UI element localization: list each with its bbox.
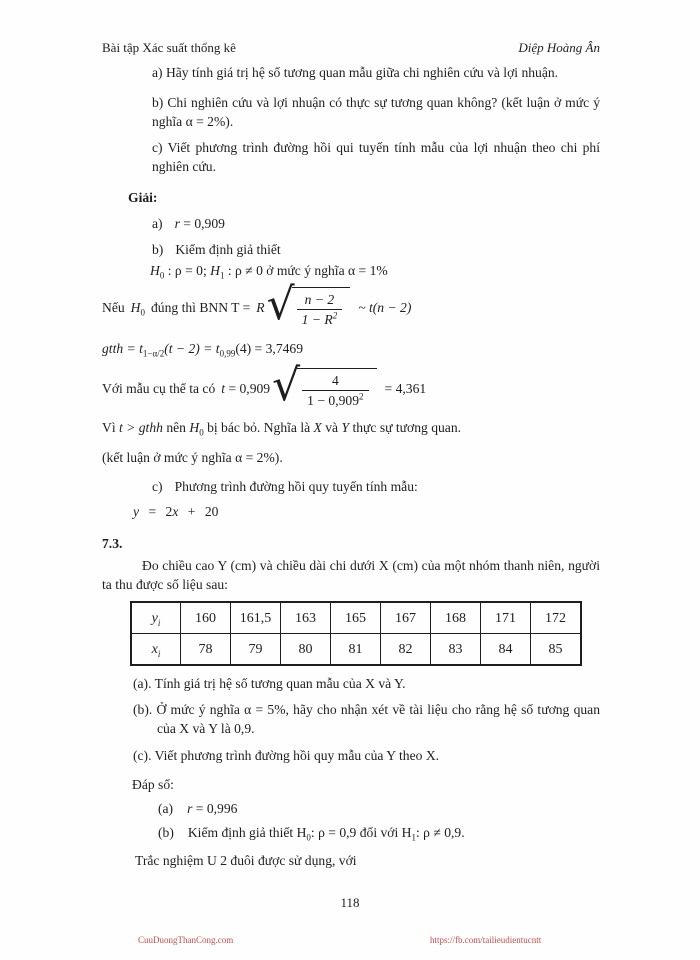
row-label-y: $y_i$: [131, 602, 181, 634]
fraction: [297, 291, 343, 328]
table-cell: 84: [481, 634, 531, 666]
radicand: [297, 368, 376, 409]
math-comparison: t > gthh: [119, 420, 163, 435]
item-label: (b): [158, 825, 174, 840]
math-var-y: y: [133, 504, 140, 519]
subscript: 0: [159, 270, 165, 281]
problem-7-2-item-a: a) Hãy tính giá trị hệ số tương quan mẫu giữa chi nghiên cứu và lợi nhuận.: [152, 65, 559, 80]
math-H0: H: [150, 263, 160, 278]
math-H1: H: [210, 263, 220, 278]
table-cell: 85: [531, 634, 582, 666]
solution-item-a: [102, 214, 600, 233]
text: nên: [162, 420, 190, 435]
hypothesis-h0: : ρ = 0;: [164, 263, 211, 278]
math-H0: H: [189, 420, 200, 435]
math-var-R: R: [256, 300, 265, 315]
radical-expression: [266, 279, 351, 330]
significance-level: ở mức ý nghĩa α = 1%: [266, 263, 388, 278]
problem-7-3-item-c: (c). Viết phương trình đường hồi quy mẫu của Y theo X.: [133, 748, 440, 763]
text: bị bác bỏ. Nghĩa là: [203, 420, 314, 435]
hypothesis-text: Kiểm định giả thiết H: [187, 825, 307, 840]
solution-heading: Giải:: [128, 190, 158, 205]
item-label: a): [152, 216, 163, 231]
answer-item-b: [102, 823, 600, 842]
math-var-Y: Y: [341, 420, 350, 435]
item-label: b): [152, 242, 164, 257]
table-cell: 80: [281, 634, 331, 666]
problem-7-2-item-c: c) Viết phương trình đường hồi qui tuyến tính mẫu của lợi nhuận theo chi phí nghiên cứu.: [152, 140, 600, 174]
math-var-x: x: [172, 504, 179, 519]
solution-item-b: [102, 240, 600, 259]
fraction-denominator: $1 - 0,909^2$: [302, 390, 368, 409]
conclusion-line: [102, 418, 600, 437]
solution-b-text: Kiểm định giả thiết: [175, 242, 281, 257]
table-cell: 172: [531, 602, 582, 634]
fraction-numerator: 4: [331, 373, 339, 388]
page-number: 118: [340, 895, 360, 910]
fraction: [302, 372, 368, 409]
footer-link-left[interactable]: CuuDuongThanCong.com: [138, 935, 234, 945]
table-cell: 171: [481, 602, 531, 634]
gtth-result: (4) = 3,7469: [235, 341, 304, 356]
math-text: = 2: [139, 504, 173, 519]
subscript: 0: [199, 427, 204, 438]
gtth-mid: (t − 2) = t: [164, 341, 220, 356]
table-cell: 82: [381, 634, 431, 666]
solution-c-text: Phương trình đường hồi quy tuyến tính mẫu:: [174, 479, 418, 494]
subscript: 0,99: [219, 348, 236, 359]
math-t-eq: t = 0,909: [221, 381, 271, 396]
table-cell: 161,5: [231, 602, 281, 634]
hypothesis-line: [102, 261, 600, 280]
radical-sign: √: [266, 279, 295, 330]
table-cell: 83: [431, 634, 481, 666]
formula-result: = 4,361: [384, 381, 427, 396]
table-cell: 79: [231, 634, 281, 666]
distribution-tail: ~ t(n − 2): [358, 300, 412, 315]
subscript: 1: [219, 270, 225, 281]
formula-prefix: Nếu: [102, 300, 125, 315]
row-label-x: $x_i$: [131, 634, 181, 666]
regression-equation: [133, 502, 600, 521]
math-value: = 0,996: [192, 801, 238, 816]
page-header: [102, 38, 600, 57]
hypothesis-text: : ρ = 0,9 đối với H: [310, 825, 412, 840]
subscript: 1: [411, 832, 416, 843]
problem-7-3-intro: Đo chiều cao Y (cm) và chiều dài chi dưới X (cm) của một nhóm thanh niên, người ta thu được số liệu sau:: [102, 558, 600, 592]
table-cell: 160: [181, 602, 231, 634]
problem-7-2-item-b: b) Chi nghiên cứu và lợi nhuận có thực sự tương quan không? (kết luận ở mức ý nghĩa α = 2%).: [152, 95, 600, 129]
fraction-numerator: n − 2: [304, 292, 335, 307]
formula-t-value: [102, 360, 600, 411]
table-cell: 167: [381, 602, 431, 634]
math-H0: $H_0$: [130, 300, 145, 318]
subscript: 1−α/2: [142, 348, 165, 359]
book-title: Bài tập Xác suất thống kê: [102, 40, 236, 55]
math-var-r: r: [187, 801, 193, 816]
table-cell: 168: [431, 602, 481, 634]
text: và: [321, 420, 342, 435]
radical-expression: [272, 360, 376, 411]
formula-t-statistic: [102, 279, 600, 330]
conclusion-note: (kết luận ở mức ý nghĩa α = 2%).: [102, 450, 283, 465]
radicand: [292, 287, 351, 328]
footer-link-right[interactable]: https://fb.com/tailieudientucntt: [430, 935, 542, 945]
table-row-x: [131, 634, 581, 666]
subscript: 0: [306, 832, 311, 843]
gtth-lhs: gtth = t: [102, 341, 143, 356]
text: Vì: [102, 420, 119, 435]
radical-sign: √: [272, 360, 301, 411]
hypothesis-h1: : ρ ≠ 0: [224, 263, 267, 278]
author-name: Diệp Hoàng Ân: [518, 40, 600, 55]
solution-item-c: [102, 477, 600, 496]
text: thực sự tương quan.: [349, 420, 462, 435]
answer-item-a: [102, 799, 600, 818]
table-cell: 165: [331, 602, 381, 634]
math-value: = 0,909: [179, 216, 225, 231]
math-text: + 20: [178, 504, 219, 519]
test-note: Trắc nghiệm U 2 đuôi được sử dụng, với: [135, 853, 357, 868]
fraction-denominator: $1 - R^2$: [297, 309, 343, 328]
table-row-y: [131, 602, 581, 634]
table-cell: 163: [281, 602, 331, 634]
answers-heading: Đáp số:: [132, 777, 174, 792]
table-cell: 78: [181, 634, 231, 666]
problem-7-3-item-a: (a). Tính giá trị hệ số tương quan mẫu của X và Y.: [133, 676, 406, 691]
item-label: c): [152, 479, 163, 494]
item-label: (a): [158, 801, 174, 816]
formula-prefix: Với mẫu cụ thể ta có: [102, 381, 216, 396]
math-var-r: r: [174, 216, 180, 231]
data-table: [130, 601, 582, 666]
hypothesis-text: : ρ ≠ 0,9.: [415, 825, 465, 840]
math-var-X: X: [313, 420, 322, 435]
problem-7-3-item-b: (b). Ở mức ý nghĩa α = 5%, hãy cho nhận xét về tài liệu cho rằng hệ số tương quan của X và Y là 0,9.: [133, 702, 600, 736]
table-cell: 81: [331, 634, 381, 666]
critical-value-line: [102, 337, 600, 361]
problem-7-3-number: 7.3.: [102, 536, 123, 551]
formula-mid: đúng thì BNN T =: [150, 300, 251, 315]
